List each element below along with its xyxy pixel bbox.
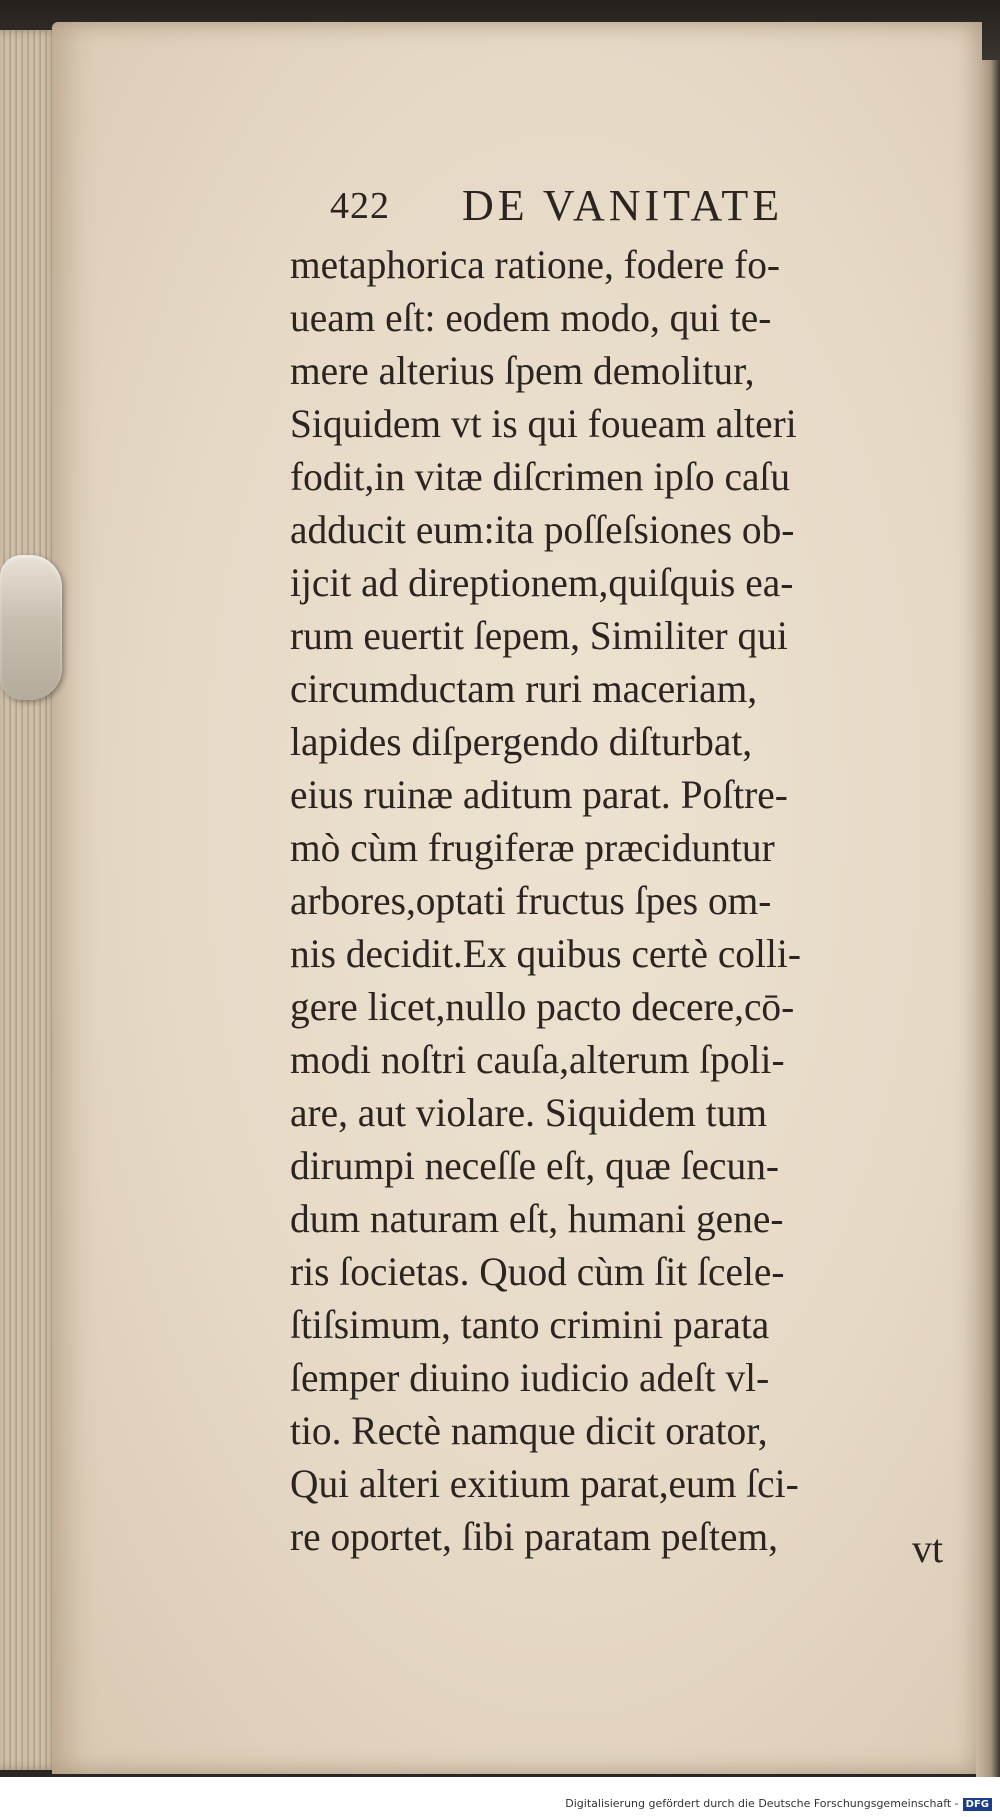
text-line: ueam eſt: eodem modo, qui te-	[290, 295, 772, 340]
text-line: eius ruinæ aditum parat. Poſtre-	[290, 772, 788, 817]
text-line: dum naturam eſt, humani gene-	[290, 1196, 784, 1241]
book-clasp	[0, 555, 62, 700]
text-line: gere licet,nullo pacto decere,cō-	[290, 984, 795, 1029]
text-line: modi noſtri cauſa,alterum ſpoli-	[290, 1037, 785, 1082]
dfg-logo: DFG	[963, 1798, 992, 1811]
footer-credit-text: Digitalisierung gefördert durch die Deutsche Forschungsgemeinschaft -	[565, 1797, 959, 1810]
text-line: circumductam ruri maceriam,	[290, 666, 758, 711]
text-line: mò cùm frugiferæ præciduntur	[290, 825, 775, 870]
text-line: nis decidit.Ex quibus certè colli-	[290, 931, 801, 976]
text-line: tio. Rectè namque dicit orator,	[290, 1408, 768, 1453]
body-text	[290, 238, 950, 1563]
text-line: fodit,in vitæ diſcrimen ipſo caſu	[290, 454, 791, 499]
catchword: vt	[912, 1526, 944, 1571]
running-head	[330, 180, 850, 240]
text-line: ijcit ad direptionem,quiſquis ea-	[290, 560, 794, 605]
text-line: ris ſocietas. Quod cùm ſit ſcele-	[290, 1249, 785, 1294]
text-line: ſtiſsimum, tanto crimini parata	[290, 1302, 770, 1347]
text-line: Qui alteri exitium parat,eum ſci-	[290, 1461, 799, 1506]
text-line: mere alterius ſpem demolitur,	[290, 348, 755, 393]
text-line: Siquidem vt is qui foueam alteri	[290, 401, 797, 446]
text-line: adducit eum:ita poſſeſsiones ob-	[290, 507, 795, 552]
text-line: ſemper diuino iudicio adeſt vl-	[290, 1355, 770, 1400]
text-line: re oportet, ſibi paratam peſtem,	[290, 1514, 778, 1559]
text-line: dirumpi neceſſe eſt, quæ ſecun-	[290, 1143, 780, 1188]
page-gutter-edge	[976, 60, 1000, 1790]
footer-credit	[565, 1797, 992, 1811]
footer-strip	[0, 1777, 1000, 1817]
text-line: are, aut violare. Siquidem tum	[290, 1090, 768, 1135]
text-line: metaphorica ratione, fodere fo-	[290, 242, 781, 287]
text-line: lapides diſpergendo diſturbat,	[290, 719, 753, 764]
text-line: rum euertit ſepem, Similiter qui	[290, 613, 788, 658]
text-line: arbores,optati fructus ſpes om-	[290, 878, 772, 923]
page-number: 422	[330, 185, 390, 227]
running-title: DE VANITATE	[462, 181, 784, 230]
